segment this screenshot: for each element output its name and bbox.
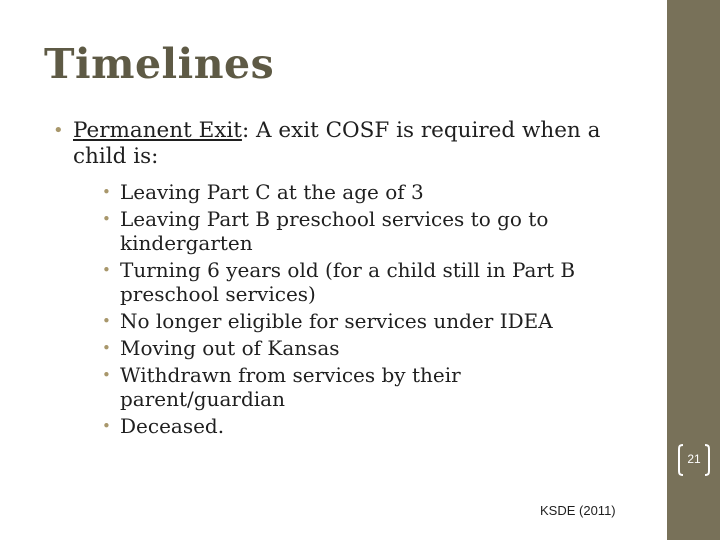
sub-bullet-item <box>100 336 580 360</box>
slide-title: Timelines <box>44 40 275 88</box>
footer-citation: KSDE (2011) <box>540 503 616 518</box>
sub-bullet-item <box>100 180 580 204</box>
sub-bullet-text: Moving out of Kansas <box>120 336 340 360</box>
bullet-icon: • <box>102 210 111 228</box>
page-number-badge <box>676 443 712 477</box>
sub-bullet-text: Leaving Part B preschool services to go to kindergarten <box>120 207 549 255</box>
main-bullet <box>53 118 643 170</box>
sub-bullet-list <box>100 180 580 441</box>
main-bullet-text: : A exit COSF is required when a child is: <box>73 118 601 169</box>
sub-bullet-item <box>100 363 580 411</box>
bullet-icon: • <box>102 417 111 435</box>
sub-bullet-item <box>100 207 580 255</box>
sub-bullet-text: Leaving Part C at the age of 3 <box>120 180 424 204</box>
sub-bullet-text: Turning 6 years old (for a child still in Part B preschool services) <box>120 258 576 306</box>
sub-bullet-text: Deceased. <box>120 414 225 438</box>
bullet-icon: • <box>102 261 111 279</box>
main-bullet-lead: Permanent Exit <box>73 118 242 143</box>
sub-bullet-text: Withdrawn from services by their parent/guardian <box>120 363 461 411</box>
page-number: 21 <box>687 452 701 466</box>
bullet-icon: • <box>102 312 111 330</box>
bullet-icon: • <box>102 366 111 384</box>
main-bullet-block <box>53 118 643 170</box>
sub-bullet-text: No longer eligible for services under IDEA <box>120 309 553 333</box>
bullet-icon: • <box>102 339 111 357</box>
sub-bullet-item <box>100 258 580 306</box>
bullet-icon: • <box>53 120 64 141</box>
bullet-icon: • <box>102 183 111 201</box>
sub-bullet-item <box>100 309 580 333</box>
sub-bullet-item <box>100 414 580 438</box>
